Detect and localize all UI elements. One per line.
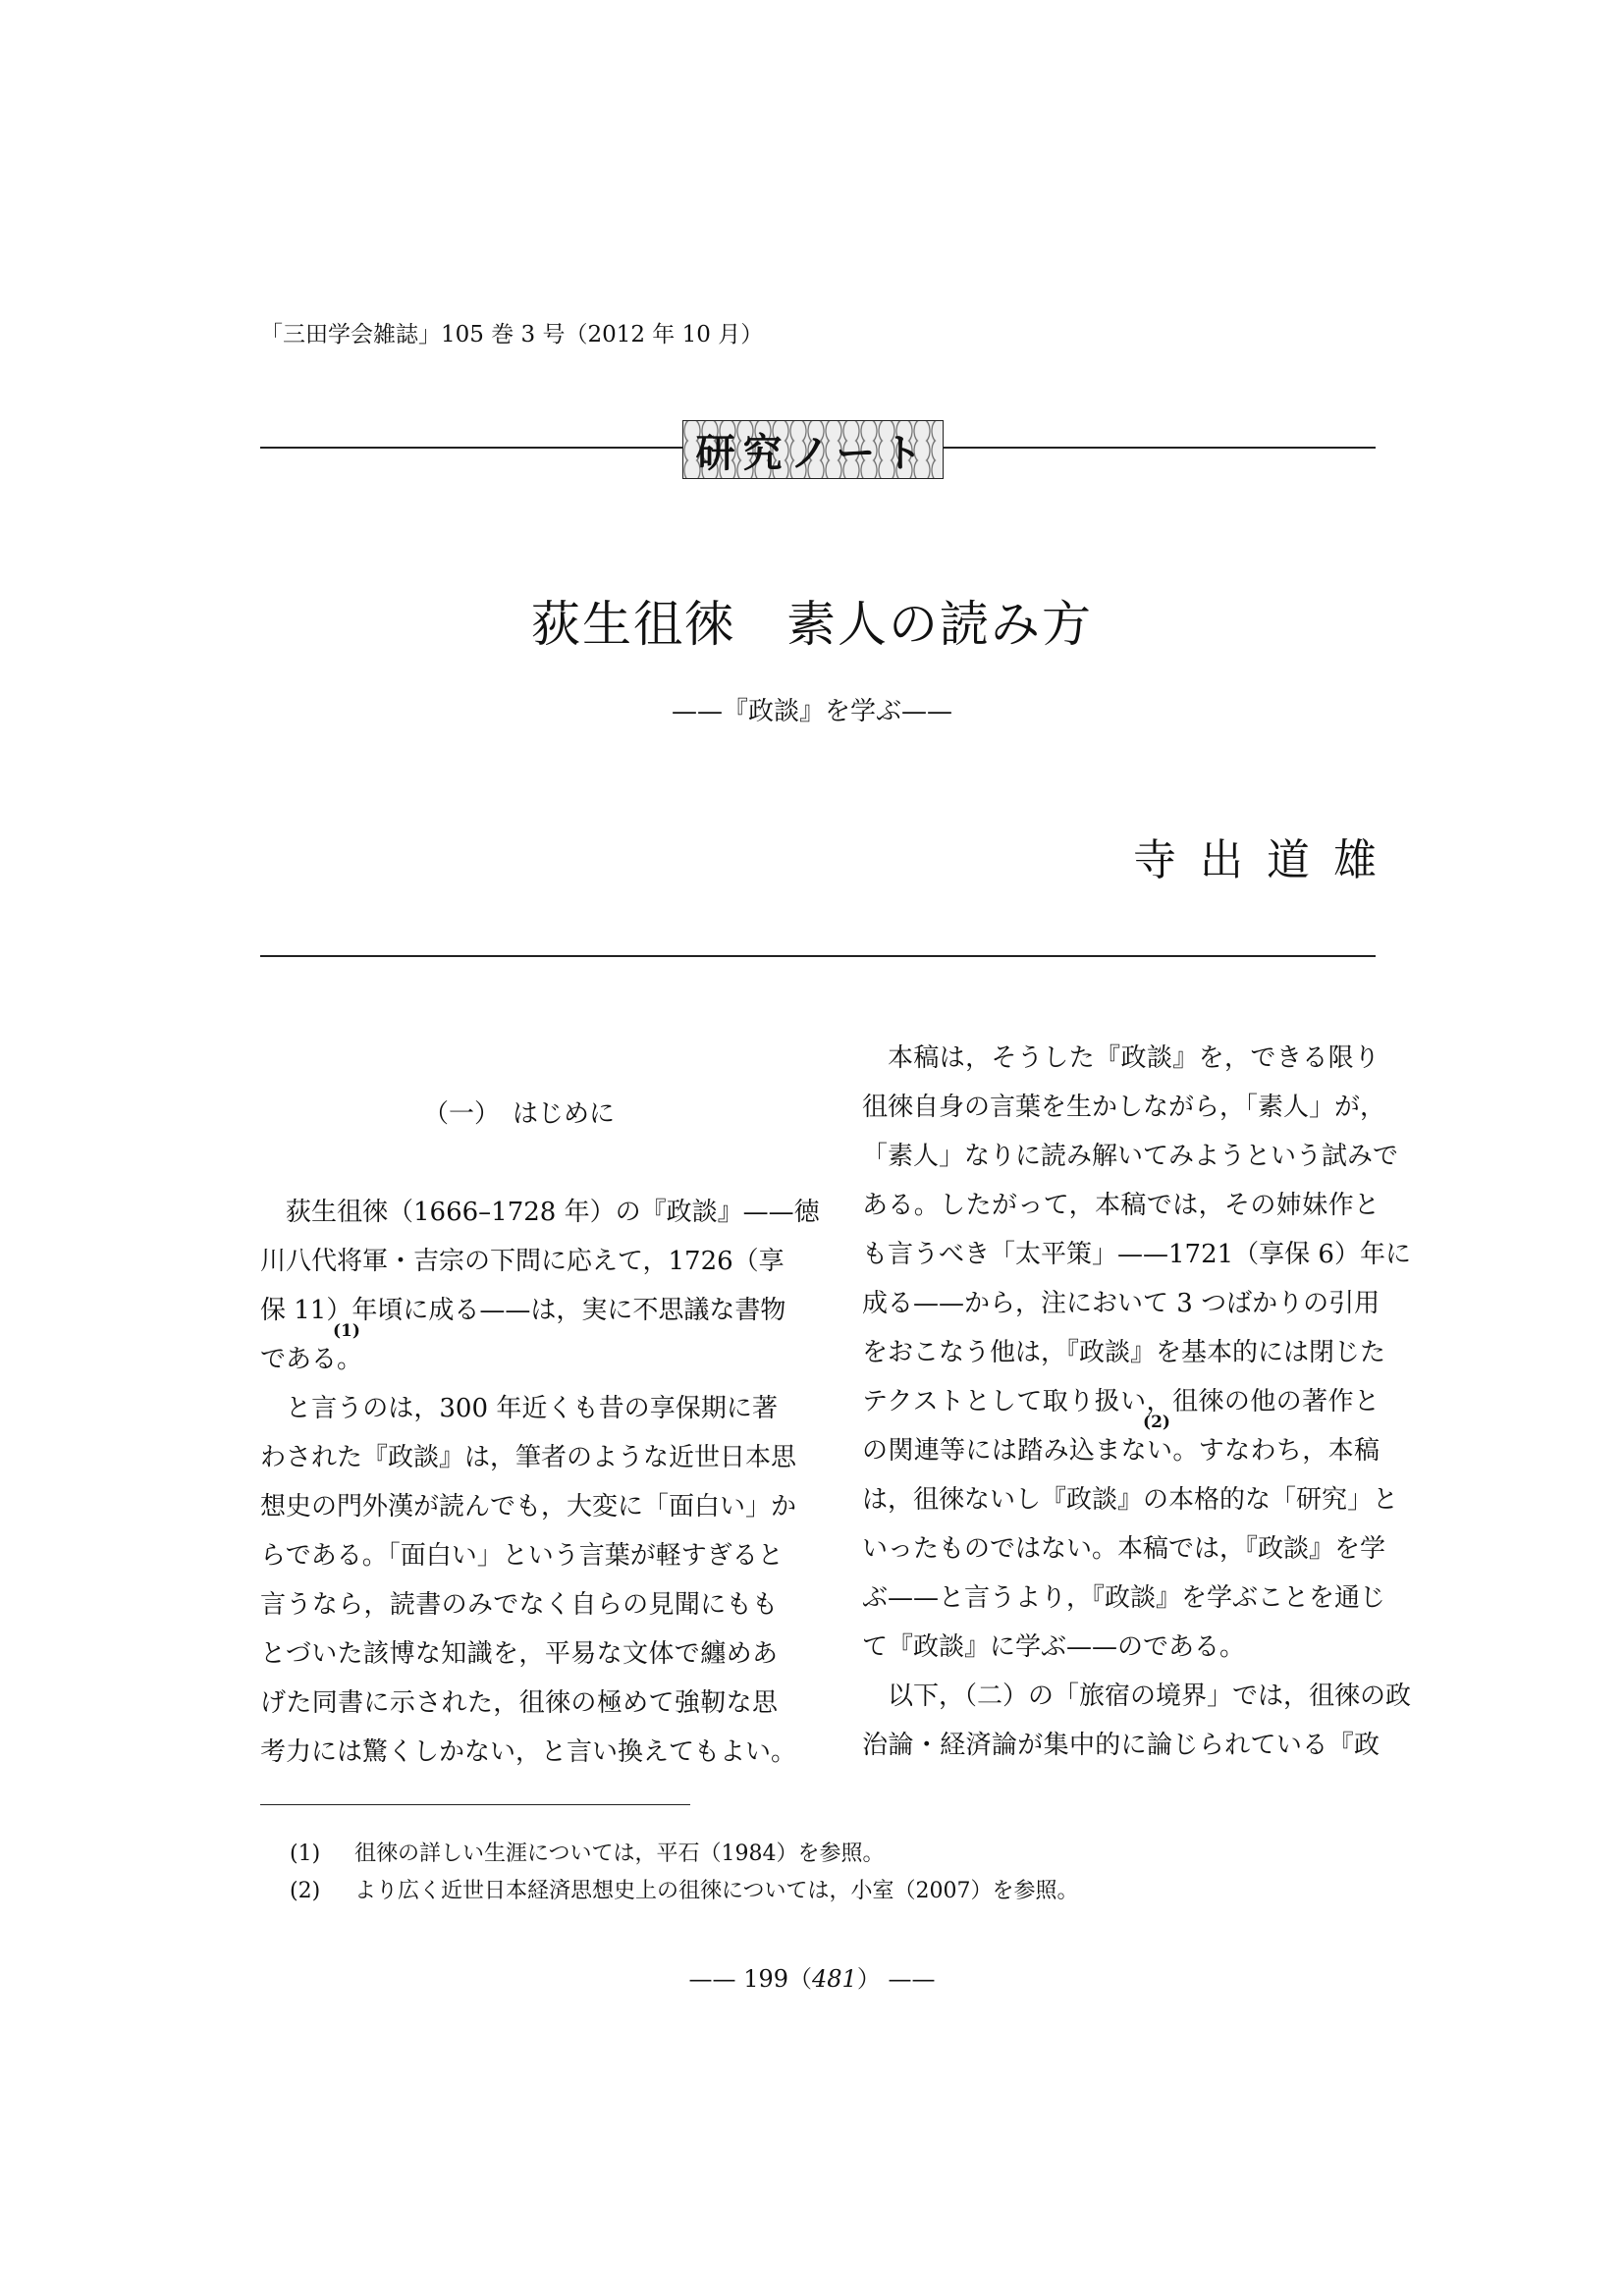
- line-text: 本稿は，そうした『政談』を，できる限り: [888, 1043, 1380, 1073]
- line-text: ぶ——と言うより，『政談』を学ぶことを通じ: [862, 1583, 1386, 1613]
- title-divider: [260, 955, 1376, 957]
- text-line: [260, 1482, 797, 1531]
- left-column: [260, 1090, 820, 1777]
- line-text: 考力には驚くしかない，と言い換えてもよい。: [260, 1737, 797, 1767]
- footnote-ref[interactable]: (2): [1143, 1413, 1170, 1432]
- article-subtitle: ——『政談』を学ぶ——: [671, 697, 952, 726]
- line-text: 保 11）年頃に成る——は，実に不思議な書物: [260, 1296, 786, 1325]
- line-text: 想史の門外漢が読んでも，大変に「面白い」か: [260, 1492, 797, 1522]
- text-line: [862, 1672, 1412, 1721]
- footnote-1: [290, 1837, 885, 1867]
- text-line: [260, 1433, 797, 1482]
- text-line: [862, 1230, 1411, 1279]
- line-text: て『政談』に学ぶ——のである。: [862, 1632, 1246, 1662]
- line-text: 以下，（二）の「旅宿の境界」では，徂徠の政: [888, 1682, 1412, 1711]
- line-text: 治論・経済論が集中的に論じられている『政: [862, 1731, 1380, 1760]
- text-line: [260, 1629, 778, 1679]
- journal-citation: 「三田学会雑誌」105 巻 3 号（2012 年 10 月）: [260, 322, 764, 347]
- line-text: は，徂徠ないし『政談』の本格的な「研究」と: [862, 1485, 1399, 1515]
- text-line: [862, 1034, 1380, 1083]
- line-text: 荻生徂徠（1666–1728 年）の『政談』——徳: [286, 1198, 820, 1227]
- line-text: 成る——から，注において 3 つばかりの引用: [862, 1289, 1380, 1318]
- footnote-ref[interactable]: (1): [333, 1321, 360, 1341]
- line-text: の関連等には踏み込まな: [862, 1436, 1148, 1466]
- section-heading: （一） はじめに: [422, 1099, 615, 1129]
- page-dash-left: ——: [688, 1965, 736, 1993]
- footnote-rule: [260, 1804, 690, 1805]
- badge-label: 研究ノート: [695, 430, 931, 476]
- badge-rule-right: [944, 447, 1376, 449]
- text-line: [260, 1188, 820, 1237]
- line-text: テクストとして取り扱い，徂徠の他の著作と: [862, 1387, 1380, 1416]
- right-column: [862, 1034, 1412, 1770]
- line-text: 言うなら，読書のみでなく自らの見聞にもも: [260, 1590, 778, 1620]
- text-line: [862, 1475, 1399, 1524]
- text-line: [862, 1574, 1386, 1623]
- line-text: げた同書に示された，徂徠の極めて強靭な思: [260, 1688, 778, 1718]
- text-line: [862, 1524, 1386, 1574]
- article-title: 荻生徂徠 素人の読み方: [531, 596, 1093, 653]
- line-text: 「素人」なりに読み解いてみようという試みで: [862, 1142, 1399, 1171]
- text-line: [862, 1377, 1380, 1426]
- text-line: [260, 1384, 778, 1433]
- footnote-2: [290, 1874, 1079, 1904]
- line-text: と言うのは，300 年近くも昔の享保期に著: [286, 1394, 778, 1423]
- text-line: [862, 1181, 1380, 1230]
- text-line: [862, 1721, 1380, 1770]
- line-text-after-note: い。すなわち，本稿: [1147, 1436, 1380, 1466]
- author-name: 寺出道雄: [1133, 835, 1400, 885]
- line-text: わされた『政談』は，筆者のような近世日本思: [260, 1443, 797, 1472]
- footnote-text: より広く近世日本経済思想史上の徂徠については，小室（2007）を参照。: [354, 1879, 1079, 1903]
- line-text: いったものではない。本稿では，『政談』を学: [862, 1534, 1386, 1564]
- line-text: である: [260, 1345, 338, 1374]
- line-text: 川八代将軍・吉宗の下問に応えて，1726（享: [260, 1247, 785, 1276]
- text-line: [862, 1623, 1380, 1672]
- text-line: [862, 1328, 1386, 1377]
- text-line: [862, 1083, 1386, 1132]
- page-dash-right: ——: [888, 1965, 936, 1993]
- volume-page-number: 481: [812, 1965, 857, 1993]
- text-line: [260, 1531, 784, 1580]
- text-line: [862, 1413, 1380, 1475]
- line-text: 徂徠自身の言葉を生かしながら，「素人」が，: [862, 1093, 1386, 1122]
- research-note-badge: [682, 420, 944, 479]
- text-line: [862, 1132, 1399, 1181]
- text-line: [260, 1237, 785, 1286]
- footnote-number: (1): [290, 1842, 321, 1866]
- line-text: らである。「面白い」という言葉が軽すぎると: [260, 1541, 784, 1571]
- text-line: [260, 1728, 797, 1777]
- right-column-text: [862, 1034, 1412, 1770]
- text-line: [260, 1679, 778, 1728]
- line-text: をおこなう他は，『政談』を基本的には閉じた: [862, 1338, 1386, 1367]
- footnote-number: (2): [290, 1879, 321, 1903]
- line-text: とづいた該博な知識を，平易な文体で纏めあ: [260, 1639, 778, 1669]
- line-text-after-note: 。: [337, 1345, 363, 1374]
- text-line: [260, 1580, 778, 1629]
- line-text: も言うべき「太平策」——1721（享保 6）年に: [862, 1240, 1411, 1269]
- left-column-text: [260, 1188, 820, 1777]
- line-text: ある。したがって，本稿では，その姉妹作と: [862, 1191, 1380, 1220]
- text-line: [862, 1279, 1380, 1328]
- text-line: [260, 1321, 778, 1384]
- badge-rule-left: [260, 447, 682, 449]
- page-number: —— 199（481） ——: [688, 1965, 936, 1993]
- footnote-text: 徂徠の詳しい生涯については，平石（1984）を参照。: [354, 1842, 885, 1866]
- page-number-value: 199: [743, 1965, 788, 1993]
